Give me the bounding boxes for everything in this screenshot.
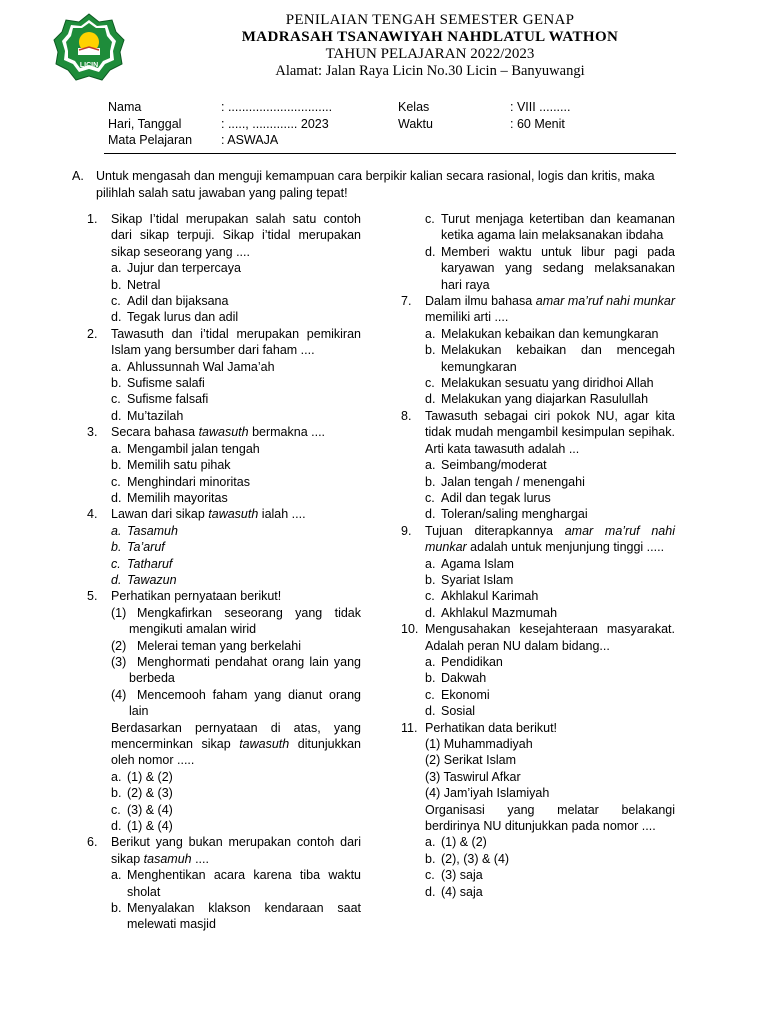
option-b[interactable]: b. Memilih satu pihak — [111, 458, 231, 473]
mata-pelajaran-value: : ASWAJA — [221, 133, 279, 147]
question-number: 6. — [87, 835, 98, 850]
section-instruction — [72, 168, 678, 202]
question-tail: Berdasarkan pernyataan di atas, yang mencerminkan sikap tawasuth ditunjukkan oleh nomor ..... — [111, 720, 361, 768]
nama-label: Nama — [108, 100, 142, 114]
option-d[interactable]: d. Melakukan yang diajarkan Rasulullah — [425, 392, 649, 407]
instruction-text: Untuk mengasah dan menguji kemampuan cara berpikir kalian secara rasional, logis dan kritis, maka pilihlah salah satu jawaban yang paling tepat! — [96, 169, 655, 200]
header-school-name: MADRASAH TSANAWIYAH NAHDLATUL WATHON — [241, 29, 619, 45]
mata-pelajaran-label: Mata Pelajaran — [108, 133, 193, 147]
question-stem: Perhatikan data berikut! — [425, 720, 558, 735]
questions-right-column — [401, 211, 675, 900]
questions-left-column — [87, 211, 361, 933]
question-tail: Organisasi yang melatar belakangi berdirinya NU ditunjukkan pada nomor .... — [425, 802, 675, 834]
option-b[interactable]: b. Dakwah — [425, 671, 487, 686]
statement-4: (4) Mencemooh faham yang dianut orang lain — [111, 687, 361, 719]
header-address: Alamat: Jalan Raya Licin No.30 Licin – Banyuwangi — [275, 63, 585, 79]
option-b[interactable]: b. Sufisme salafi — [111, 376, 205, 391]
question-stem: Berikut yang bukan merupakan contoh dari sikap tasamuh .... — [111, 835, 361, 866]
option-c[interactable]: c. Akhlakul Karimah — [425, 589, 539, 604]
question-stem: Sikap I’tidal merupakan salah satu contoh dari sikap terpuji. Sikap i’tidal merupakan sikap seseorang yang .... — [111, 212, 361, 259]
question-10 — [401, 621, 675, 719]
option-d[interactable]: d. Tegak lurus dan adil — [111, 310, 239, 325]
question-number: 11. — [401, 720, 418, 735]
option-d[interactable]: d. Memberi waktu untuk libur pagi pada karyawan yang sedang melaksanakan hari raya — [425, 244, 675, 292]
header-title: PENILAIAN TENGAH SEMESTER GENAP — [285, 12, 575, 28]
question-6 — [87, 834, 361, 932]
question-5 — [87, 588, 361, 834]
option-d[interactable]: d. Tawazun — [111, 572, 177, 587]
option-a[interactable]: a. Seimbang/moderat — [425, 458, 547, 473]
question-number: 4. — [87, 507, 98, 522]
question-9 — [401, 523, 675, 621]
option-a[interactable]: a. Agama Islam — [425, 556, 514, 571]
option-b[interactable]: b. Syariat Islam — [425, 572, 514, 587]
waktu-value: : 60 Menit — [510, 116, 565, 131]
option-b[interactable]: b. Netral — [111, 277, 161, 292]
question-4 — [87, 506, 361, 588]
nama-field[interactable]: : .............................. — [221, 100, 333, 114]
option-a[interactable]: a. Ahlussunnah Wal Jama’ah — [111, 359, 275, 374]
question-11 — [401, 720, 675, 900]
option-c[interactable]: c. Turut menjaga ketertiban dan keamanan ketika agama lain melaksanakan ibdaha — [425, 212, 675, 243]
question-8 — [401, 408, 675, 523]
option-a[interactable]: a. Melakukan kebaikan dan kemungkaran — [425, 326, 659, 341]
question-stem: Tujuan diterapkannya amar ma’ruf nahi munkar adalah untuk menjunjung tinggi ..... — [425, 523, 675, 555]
option-a[interactable]: a. (1) & (2) — [111, 769, 173, 784]
option-b[interactable]: b. Melakukan kebaikan dan mencegah kemungkaran — [425, 343, 675, 374]
waktu-label: Waktu — [398, 116, 433, 131]
option-a[interactable]: a. (1) & (2) — [425, 835, 487, 850]
question-stem: Dalam ilmu bahasa amar ma’ruf nahi munkar memiliki arti .... — [425, 294, 675, 325]
option-a[interactable]: a. Pendidikan — [425, 654, 503, 669]
question-stem: Tawasuth sebagai ciri pokok NU, agar kita tidak mudah mengambil kesimpulan sepihak. Arti kata tawasuth adalah ... — [425, 408, 675, 456]
question-6-continued — [401, 211, 675, 293]
option-c[interactable]: c. Adil dan bijaksana — [111, 294, 229, 309]
statement-2: (2) Melerai teman yang berkelahi — [111, 638, 301, 653]
data-item-4: (4) Jam’iyah Islamiyah — [425, 786, 550, 801]
exam-header — [180, 12, 680, 80]
question-number: 8. — [401, 408, 412, 423]
question-number: 2. — [87, 326, 98, 341]
hari-tanggal-field[interactable]: : ....., ............. 2023 — [221, 116, 329, 131]
statement-3: (3) Menghormati pendahat orang lain yang berbeda — [111, 654, 361, 686]
question-1 — [87, 211, 361, 326]
question-stem: Tawasuth dan i’tidal merupakan pemikiran Islam yang bersumber dari faham .... — [111, 326, 361, 358]
data-item-1: (1) Muhammadiyah — [425, 737, 533, 751]
option-c[interactable]: c. Ekonomi — [425, 687, 490, 702]
option-c[interactable]: c. Adil dan tegak lurus — [425, 490, 551, 505]
logo-text: LICIN — [79, 62, 99, 69]
question-3 — [87, 424, 361, 506]
header-academic-year: TAHUN PELAJARAN 2022/2023 — [325, 46, 535, 62]
header-divider — [104, 153, 676, 154]
question-number: 7. — [401, 294, 412, 309]
question-number: 1. — [87, 212, 98, 226]
question-number: 5. — [87, 589, 98, 604]
question-number: 3. — [87, 425, 98, 440]
option-d[interactable]: d. (4) saja — [425, 884, 483, 899]
option-b[interactable]: b. (2), (3) & (4) — [425, 851, 510, 866]
option-b[interactable]: b. Menyalakan klakson kendaraan saat melewati masjid — [111, 901, 361, 932]
option-c[interactable]: c. Menghindari minoritas — [111, 474, 250, 489]
question-stem: Lawan dari sikap tawasuth ialah .... — [111, 507, 306, 522]
option-d[interactable]: d. Akhlakul Mazmumah — [425, 605, 558, 620]
option-a[interactable]: a. Menghentikan acara karena tiba waktu sholat — [111, 868, 361, 899]
option-a[interactable]: a. Mengambil jalan tengah — [111, 441, 260, 456]
option-d[interactable]: d. Memilih mayoritas — [111, 490, 228, 505]
kelas-field[interactable]: : VIII ......... — [510, 100, 571, 114]
option-b[interactable]: b. Jalan tengah / menengahi — [425, 474, 585, 489]
option-d[interactable]: d. Toleran/saling menghargai — [425, 507, 588, 522]
option-c[interactable]: c. Melakukan sesuatu yang diridhoi Allah — [425, 376, 654, 391]
question-stem: Perhatikan pernyataan berikut! — [111, 589, 282, 604]
question-7 — [401, 293, 675, 408]
student-identity-table — [108, 100, 678, 150]
option-c[interactable]: c. (3) saja — [425, 868, 483, 883]
option-a[interactable]: a. Jujur dan terpercaya — [111, 261, 241, 276]
data-item-2: (2) Serikat Islam — [425, 753, 516, 768]
question-number: 10. — [401, 622, 419, 637]
kelas-label: Kelas — [398, 100, 430, 114]
option-b[interactable]: b. Ta’aruf — [111, 540, 165, 555]
option-d[interactable]: d. (1) & (4) — [111, 819, 173, 834]
option-a[interactable]: a. Tasamuh — [111, 523, 178, 538]
option-b[interactable]: b. (2) & (3) — [111, 786, 173, 801]
madrasah-logo — [52, 12, 126, 82]
data-item-3: (3) Taswirul Afkar — [425, 769, 521, 784]
option-c[interactable]: c. Tatharuf — [111, 556, 173, 571]
option-d[interactable]: d. Mu’tazilah — [111, 408, 184, 423]
hari-tanggal-label: Hari, Tanggal — [108, 116, 182, 131]
section-letter: A. — [72, 169, 84, 183]
option-c[interactable]: c. Sufisme falsafi — [111, 392, 209, 407]
statement-1: (1) Mengkafirkan seseorang yang tidak mengikuti amalan wirid — [111, 605, 361, 637]
option-c[interactable]: c. (3) & (4) — [111, 802, 173, 817]
question-2 — [87, 326, 361, 424]
option-d[interactable]: d. Sosial — [425, 704, 476, 719]
question-stem: Mengusahakan kesejahteraan masyarakat. Adalah peran NU dalam bidang... — [425, 622, 675, 653]
question-number: 9. — [401, 523, 412, 538]
question-stem: Secara bahasa tawasuth bermakna .... — [111, 425, 326, 440]
